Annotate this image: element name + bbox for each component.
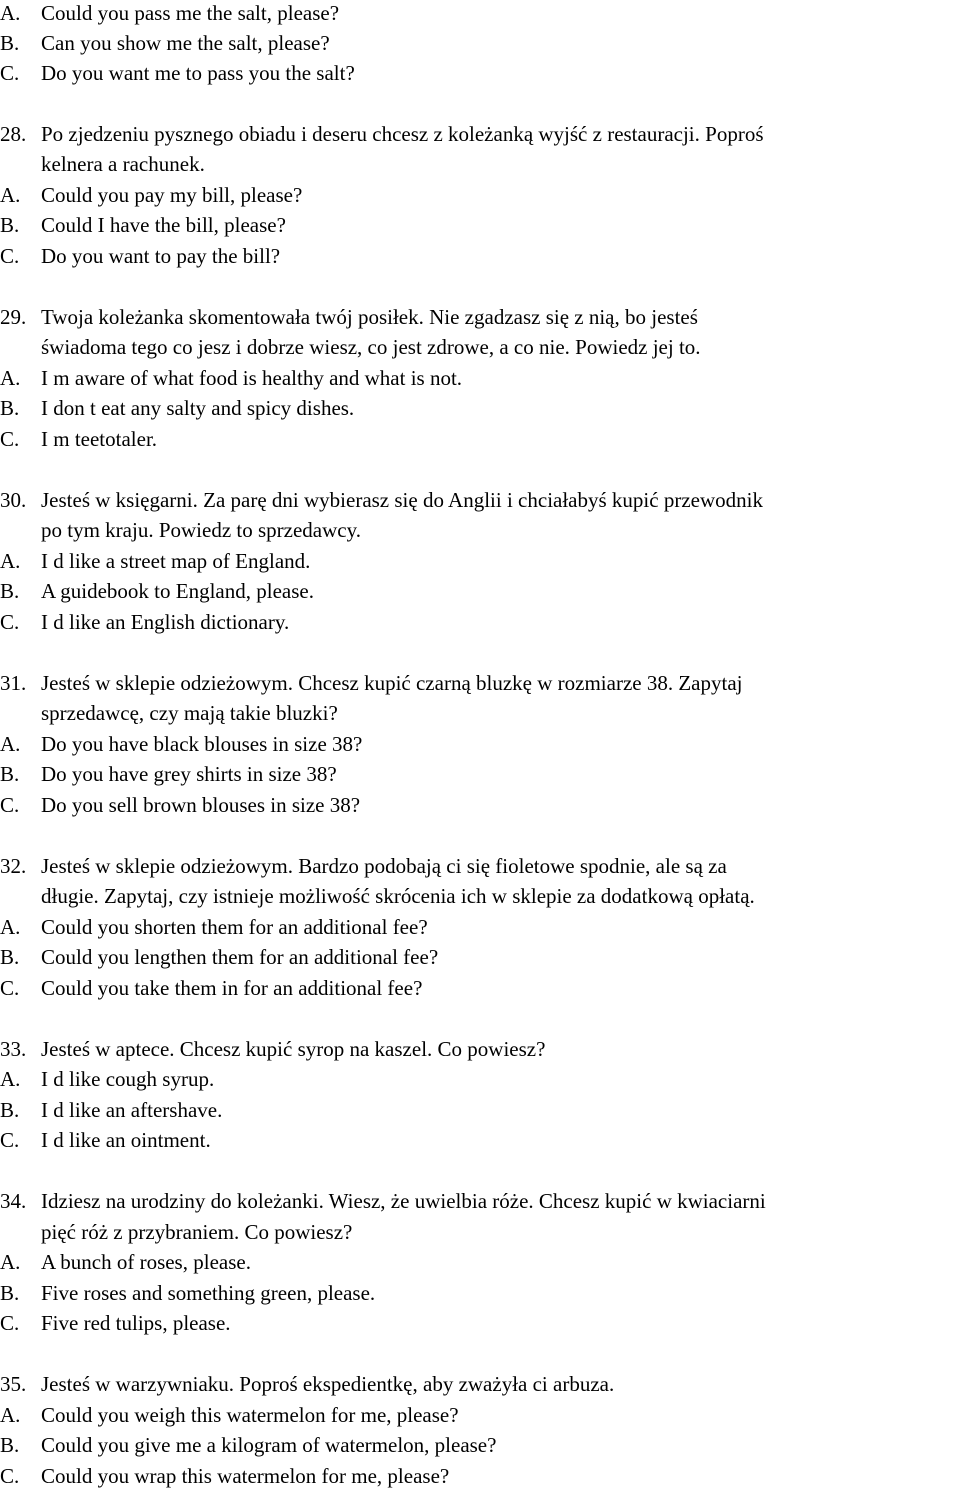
question-text: Jesteś w warzywniaku. Poproś ekspedientkę, aby zważyła ci arbuza.	[41, 1372, 615, 1396]
option-line	[0, 1461, 449, 1491]
question-text: Jesteś w aptece. Chcesz kupić syrop na kaszel. Co powiesz?	[41, 1037, 546, 1061]
option-text: Could you weigh this watermelon for me, please?	[41, 1403, 459, 1427]
option-text: Could you pass me the salt, please?	[41, 1, 340, 25]
option-letter: B.	[0, 762, 20, 786]
question-prompt	[0, 119, 764, 149]
option-letter: A.	[0, 915, 21, 939]
option-text: Could you lengthen them for an additional fee?	[41, 945, 439, 969]
option-text: Could you wrap this watermelon for me, please?	[41, 1464, 450, 1488]
option-text: I don t eat any salty and spicy dishes.	[41, 396, 355, 420]
option-letter: B.	[0, 945, 20, 969]
option-text: A guidebook to England, please.	[41, 579, 314, 603]
option-letter: B.	[0, 1098, 20, 1122]
question-number: 34.	[0, 1189, 27, 1213]
option-letter: B.	[0, 1281, 20, 1305]
question-number: 28.	[0, 122, 27, 146]
option-letter: C.	[0, 793, 20, 817]
option-text: I d like cough syrup.	[41, 1067, 215, 1091]
option-line	[0, 58, 355, 88]
option-line	[0, 973, 422, 1003]
option-letter: A.	[0, 549, 21, 573]
option-text: Do you want to pay the bill?	[41, 244, 281, 268]
option-letter: C.	[0, 61, 20, 85]
question-number: 32.	[0, 854, 27, 878]
question-text: Jesteś w sklepie odzieżowym. Bardzo podobają ci się fioletowe spodnie, ale są za	[41, 854, 727, 878]
option-letter: B.	[0, 31, 20, 55]
option-line	[0, 393, 354, 423]
question-prompt	[0, 851, 727, 881]
question-prompt-continuation: kelnera a rachunek.	[41, 152, 205, 176]
option-line	[0, 210, 286, 240]
option-line	[0, 546, 310, 576]
option-letter: A.	[0, 1, 21, 25]
option-text: I d like an aftershave.	[41, 1098, 223, 1122]
question-text: Twoja koleżanka skomentowała twój posiłek. Nie zgadzasz się z nią, bo jesteś	[41, 305, 698, 329]
option-line	[0, 28, 330, 58]
option-line	[0, 1308, 231, 1338]
question-prompt	[0, 302, 698, 332]
option-letter: C.	[0, 1464, 20, 1488]
option-line	[0, 942, 438, 972]
option-line	[0, 1125, 211, 1155]
option-letter: C.	[0, 244, 20, 268]
question-prompt	[0, 668, 742, 698]
option-letter: A.	[0, 1250, 21, 1274]
option-letter: A.	[0, 1403, 21, 1427]
option-line	[0, 729, 362, 759]
option-text: I d like an ointment.	[41, 1128, 211, 1152]
option-line	[0, 180, 302, 210]
question-prompt	[0, 1186, 766, 1216]
option-letter: A.	[0, 366, 21, 390]
question-prompt-continuation: długie. Zapytaj, czy istnieje możliwość skrócenia ich w sklepie za dodatkową opłatą.	[41, 884, 755, 908]
question-number: 30.	[0, 488, 27, 512]
option-line	[0, 424, 157, 454]
option-line	[0, 912, 428, 942]
option-line	[0, 1278, 375, 1308]
question-prompt-continuation: świadoma tego co jesz i dobrze wiesz, co jest zdrowe, a co nie. Powiedz jej to.	[41, 335, 701, 359]
question-prompt-continuation: sprzedawcę, czy mają takie bluzki?	[41, 701, 338, 725]
option-line	[0, 1400, 459, 1430]
question-prompt	[0, 485, 763, 515]
option-text: I m teetotaler.	[41, 427, 158, 451]
question-text: Jesteś w sklepie odzieżowym. Chcesz kupić czarną bluzkę w rozmiarze 38. Zapytaj	[41, 671, 743, 695]
option-letter: C.	[0, 1128, 20, 1152]
option-letter: B.	[0, 213, 20, 237]
option-text: Do you have black blouses in size 38?	[41, 732, 363, 756]
option-line	[0, 0, 339, 28]
question-text: Po zjedzeniu pysznego obiadu i deseru chcesz z koleżanką wyjść z restauracji. Poproś	[41, 122, 764, 146]
option-letter: B.	[0, 396, 20, 420]
option-line	[0, 607, 289, 637]
question-text: Jesteś w księgarni. Za parę dni wybierasz się do Anglii i chciałabyś kupić przewodnik	[41, 488, 763, 512]
option-letter: B.	[0, 1433, 20, 1457]
option-line	[0, 1064, 214, 1094]
option-line	[0, 241, 280, 271]
question-number: 33.	[0, 1037, 27, 1061]
option-letter: C.	[0, 610, 20, 634]
option-text: Could you give me a kilogram of watermelon, please?	[41, 1433, 497, 1457]
question-prompt-continuation: pięć róż z przybraniem. Co powiesz?	[41, 1220, 353, 1244]
option-text: Do you sell brown blouses in size 38?	[41, 793, 361, 817]
option-text: A bunch of roses, please.	[41, 1250, 251, 1274]
option-letter: A.	[0, 1067, 21, 1091]
question-number: 31.	[0, 671, 27, 695]
option-text: Could I have the bill, please?	[41, 213, 286, 237]
question-prompt	[0, 1034, 545, 1064]
option-line	[0, 363, 462, 393]
option-text: Could you shorten them for an additional fee?	[41, 915, 428, 939]
option-letter: C.	[0, 427, 20, 451]
option-text: I m aware of what food is healthy and what is not.	[41, 366, 463, 390]
question-text: Idziesz na urodziny do koleżanki. Wiesz, że uwielbia róże. Chcesz kupić w kwiaciarni	[41, 1189, 766, 1213]
question-prompt-continuation: po tym kraju. Powiedz to sprzedawcy.	[41, 518, 361, 542]
option-line	[0, 1247, 251, 1277]
question-number: 35.	[0, 1372, 27, 1396]
option-text: Can you show me the salt, please?	[41, 31, 330, 55]
option-line	[0, 1430, 496, 1460]
option-text: Do you want me to pass you the salt?	[41, 61, 355, 85]
question-prompt	[0, 1369, 614, 1399]
option-text: Do you have grey shirts in size 38?	[41, 762, 337, 786]
option-text: Could you pay my bill, please?	[41, 183, 303, 207]
option-text: I d like a street map of England.	[41, 549, 311, 573]
option-text: Could you take them in for an additional fee?	[41, 976, 423, 1000]
option-letter: B.	[0, 579, 20, 603]
option-text: Five red tulips, please.	[41, 1311, 231, 1335]
option-line	[0, 576, 314, 606]
question-number: 29.	[0, 305, 27, 329]
option-text: I d like an English dictionary.	[41, 610, 290, 634]
option-text: Five roses and something green, please.	[41, 1281, 376, 1305]
option-line	[0, 759, 337, 789]
option-letter: A.	[0, 183, 21, 207]
option-line	[0, 1095, 222, 1125]
option-letter: C.	[0, 1311, 20, 1335]
option-letter: C.	[0, 976, 20, 1000]
option-letter: A.	[0, 732, 21, 756]
option-line	[0, 790, 360, 820]
